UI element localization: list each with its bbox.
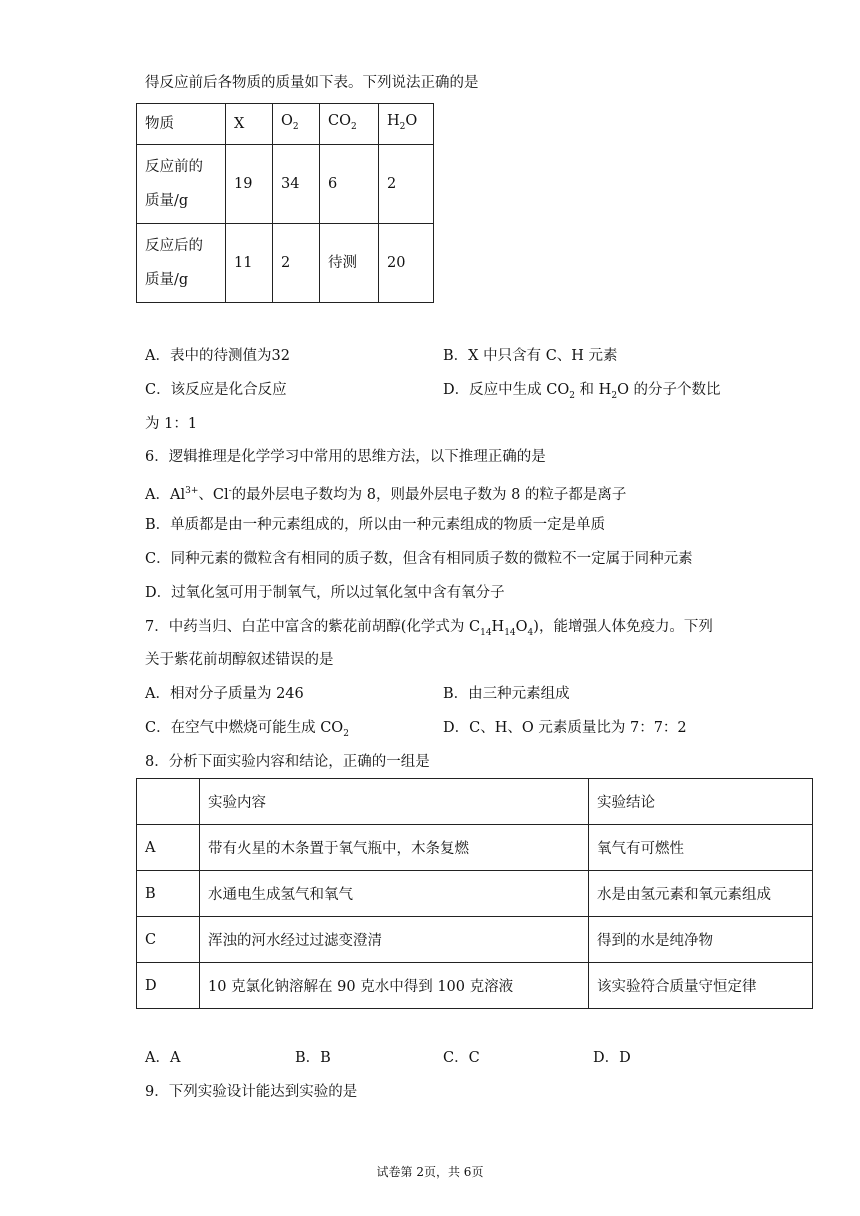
table-cell: 水是由氢元素和氧元素组成 <box>589 871 813 917</box>
q8-option-b: B．B <box>295 1050 331 1066</box>
table-row <box>137 963 813 1009</box>
table-cell: B <box>137 871 200 917</box>
q5-option-d-continued: 为 1：1 <box>145 416 198 432</box>
table-cell: 实验结论 <box>589 779 813 825</box>
page-footer: 试卷第 2页，共 6页 <box>376 1165 484 1179</box>
table-cell: 10 克氯化钠溶解在 90 克水中得到 100 克溶液 <box>200 963 589 1009</box>
question-5-intro: 得反应前后各物质的质量如下表。下列说法正确的是 <box>145 75 479 91</box>
table-cell: 6 <box>320 144 379 223</box>
table-cell: $H_2O$ <box>379 104 434 145</box>
question-8-stem: 8．分析下面实验内容和结论，正确的一组是 <box>145 754 430 770</box>
table-cell: 物质 <box>137 104 226 145</box>
table-cell: D <box>137 963 200 1009</box>
table-cell: 水通电生成氢气和氧气 <box>200 871 589 917</box>
table-cell: A <box>137 825 200 871</box>
q6-option-b: B．单质都是由一种元素组成的，所以由一种元素组成的物质一定是单质 <box>145 517 606 533</box>
table-row <box>137 144 434 223</box>
table-cell: 34 <box>273 144 320 223</box>
table-cell: X <box>226 104 273 145</box>
table-cell: 反应前的 质量/g <box>137 144 226 223</box>
table-cell: 反应后的 质量/g <box>137 223 226 302</box>
table-cell <box>137 779 200 825</box>
question-6-stem: 6．逻辑推理是化学学习中常用的思维方法，以下推理正确的是 <box>145 449 546 465</box>
q6-option-a: A．$Al^{3+}$、Cl-的最外层电子数均为 8，则最外层电子数为 8 的粒子都是离子 <box>145 486 627 503</box>
table-cell: 2 <box>379 144 434 223</box>
q8-option-a: A．A <box>145 1050 181 1066</box>
table-cell: $O_2$ <box>273 104 320 145</box>
table-row <box>137 779 813 825</box>
table-cell: 19 <box>226 144 273 223</box>
q5-option-d: D．反应中生成 $CO_2$ 和 $H_2O$ 的分子个数比 <box>443 382 721 401</box>
table-cell: 该实验符合质量守恒定律 <box>589 963 813 1009</box>
table-cell: 氧气有可燃性 <box>589 825 813 871</box>
q5-option-c: C．该反应是化合反应 <box>145 382 287 398</box>
q7-option-b: B．由三种元素组成 <box>443 686 570 702</box>
table-row <box>137 917 813 963</box>
table-cell: $CO_2$ <box>320 104 379 145</box>
question-7-stem-line2: 关于紫花前胡醇叙述错误的是 <box>145 652 334 668</box>
q6-option-c: C．同种元素的微粒含有相同的质子数，但含有相同质子数的微粒不一定属于同种元素 <box>145 551 693 567</box>
experiment-table <box>136 778 813 1009</box>
table-cell: 实验内容 <box>200 779 589 825</box>
table-cell: 2 <box>273 223 320 302</box>
mass-table <box>136 103 434 303</box>
q8-option-d: D．D <box>593 1050 631 1066</box>
table-cell: 带有火星的木条置于氧气瓶中，木条复燃 <box>200 825 589 871</box>
table-cell: 11 <box>226 223 273 302</box>
table-cell: C <box>137 917 200 963</box>
table-cell: 20 <box>379 223 434 302</box>
q7-option-d: D．C、H、O 元素质量比为 7：7：2 <box>443 720 687 736</box>
table-row <box>137 871 813 917</box>
q5-option-a: A．表中的待测值为32 <box>145 348 290 364</box>
table-row <box>137 825 813 871</box>
table-cell: 待测 <box>320 223 379 302</box>
question-7-stem: 7．中药当归、白芷中富含的紫花前胡醇(化学式为 $C_{14}H_{14}O_4$)，能增强人体免疫力。下列 <box>145 619 713 638</box>
q7-option-c: C．在空气中燃烧可能生成 $CO_2$ <box>145 720 349 739</box>
q8-option-c: C．C <box>443 1050 480 1066</box>
table-cell: 得到的水是纯净物 <box>589 917 813 963</box>
table-cell: 浑浊的河水经过过滤变澄清 <box>200 917 589 963</box>
question-9-stem: 9．下列实验设计能达到实验的是 <box>145 1084 358 1100</box>
q5-option-b: B．X 中只含有 C、H 元素 <box>443 348 618 364</box>
table-row <box>137 104 434 145</box>
table-row <box>137 223 434 302</box>
q7-option-a: A．相对分子质量为 246 <box>145 686 304 702</box>
q6-option-d: D．过氧化氢可用于制氧气，所以过氧化氢中含有氧分子 <box>145 585 505 601</box>
